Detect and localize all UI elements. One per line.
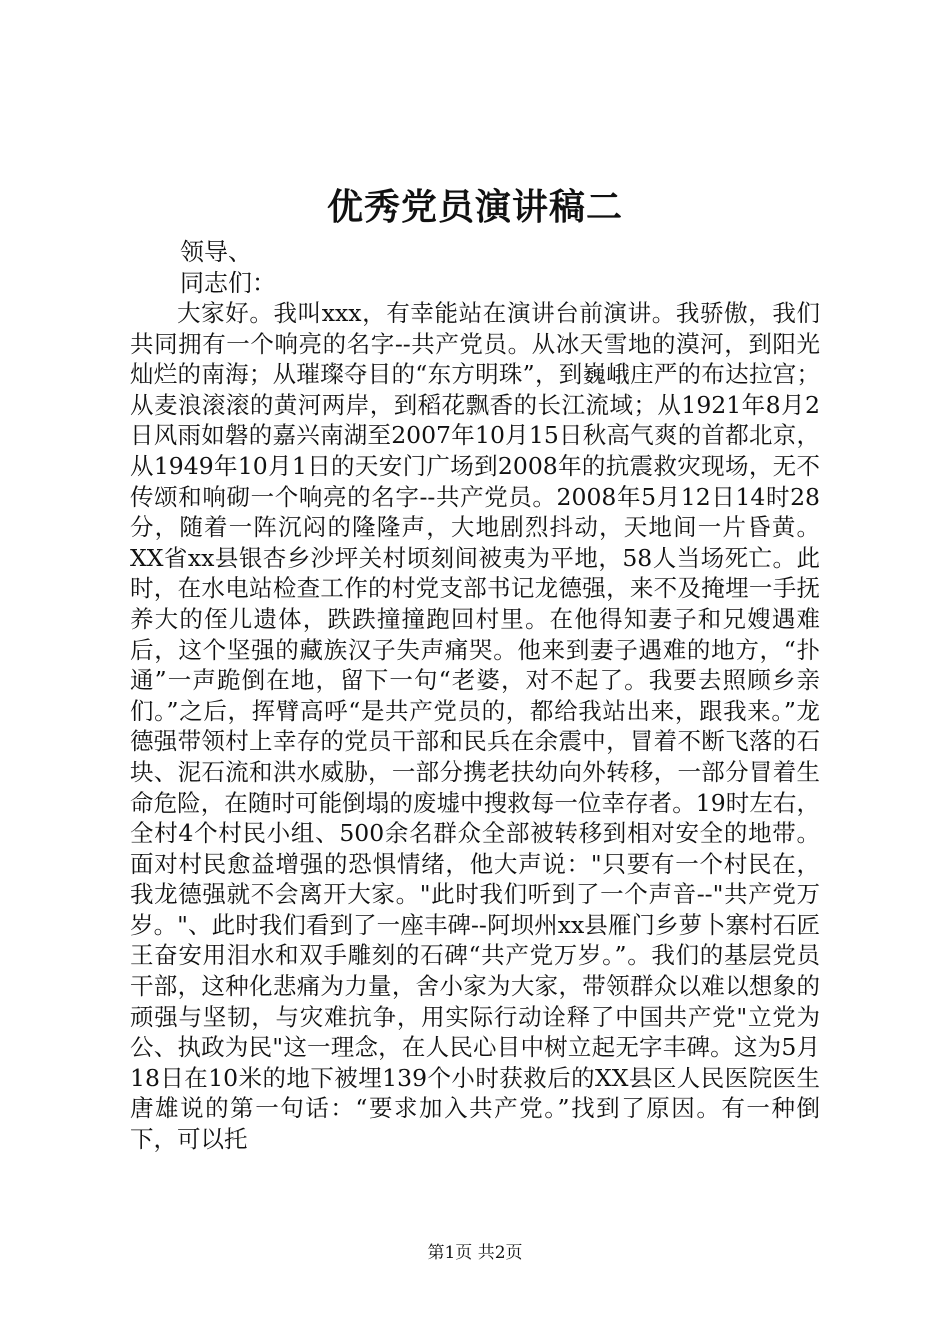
salutation-comrades: 同志们： — [180, 269, 276, 297]
page-number-footer: 第1页 共2页 — [427, 1243, 523, 1263]
speech-body-paragraph: 大家好。我叫xxx，有幸能站在演讲台前演讲。我骄傲，我们共同拥有一个响亮的名字--共产党员。从冰天雪地的漠河，到阳光灿烂的南海；从璀璨夺目的“东方明珠”，到巍峨庄严的布达拉宫；从麦浪滚滚的黄河两岸，到稻花飘香的长江流域；从1921年8月2日风雨如磐的嘉兴南湖至2007年10月15日秋高气爽的首都北京，从1949年10月1日的天安门广场到2008年的抗震救灾现场，无不传颂和响砌一个响亮的名字--共产党员。2008年5月12日14时28分，随着一阵沉闷的隆隆声，大地剧烈抖动，天地间一片昏黄。XX省xx县银杏乡沙坪关村顷刻间被夷为平地，58人当场死亡。此时，在水电站检查工作的村党支部书记龙德强，来不及掩埋一手抚养大的侄儿遗体，跌跌撞撞跑回村里。在他得知妻子和兄嫂遇难后，这个坚强的藏族汉子失声痛哭。他来到妻子遇难的地方，“扑通”一声跪倒在地，留下一句“老婆，对不起了。我要去照顾乡亲们。”之后，挥臂高呼“是共产党员的，都给我站出来，跟我来。”龙德强带领村上幸存的党员干部和民兵在余震中，冒着不断飞落的石块、泥石流和洪水威胁，一部分携老扶幼向外转移，一部分冒着生命危险，在随时可能倒塌的废墟中搜救每一位幸存者。19时左右，全村4个村民小组、500余名群众全部被转移到相对安全的地带。面对村民愈益增强的恐惧情绪，他大声说："只要有一个村民在，我龙德强就不会离开大家。"此时我们听到了一个声音--"共产党万岁。"、此时我们看到了一座丰碑--阿坝州xx县雁门乡萝卜寨村石匠王奋安用泪水和双手雕刻的石碑“共产党万岁。”。我们的基层党员干部，这种化悲痛为力量，舍小家为大家，带领群众以难以想象的顽强与坚韧，与灾难抗争，用实际行动诠释了中国共产党"立党为公、执政为民"这一理念，在人民心目中树立起无字丰碑。这为5月18日在10米的地下被埋139个小时获救后的XX县区人民医院医生唐雄说的第一句话：“要求加入共产党。”找到了原因。有一种倒下，可以托 — [130, 299, 820, 1154]
document-title: 优秀党员演讲稿二 — [326, 186, 623, 228]
salutation-leaders: 领导、 — [180, 238, 252, 266]
